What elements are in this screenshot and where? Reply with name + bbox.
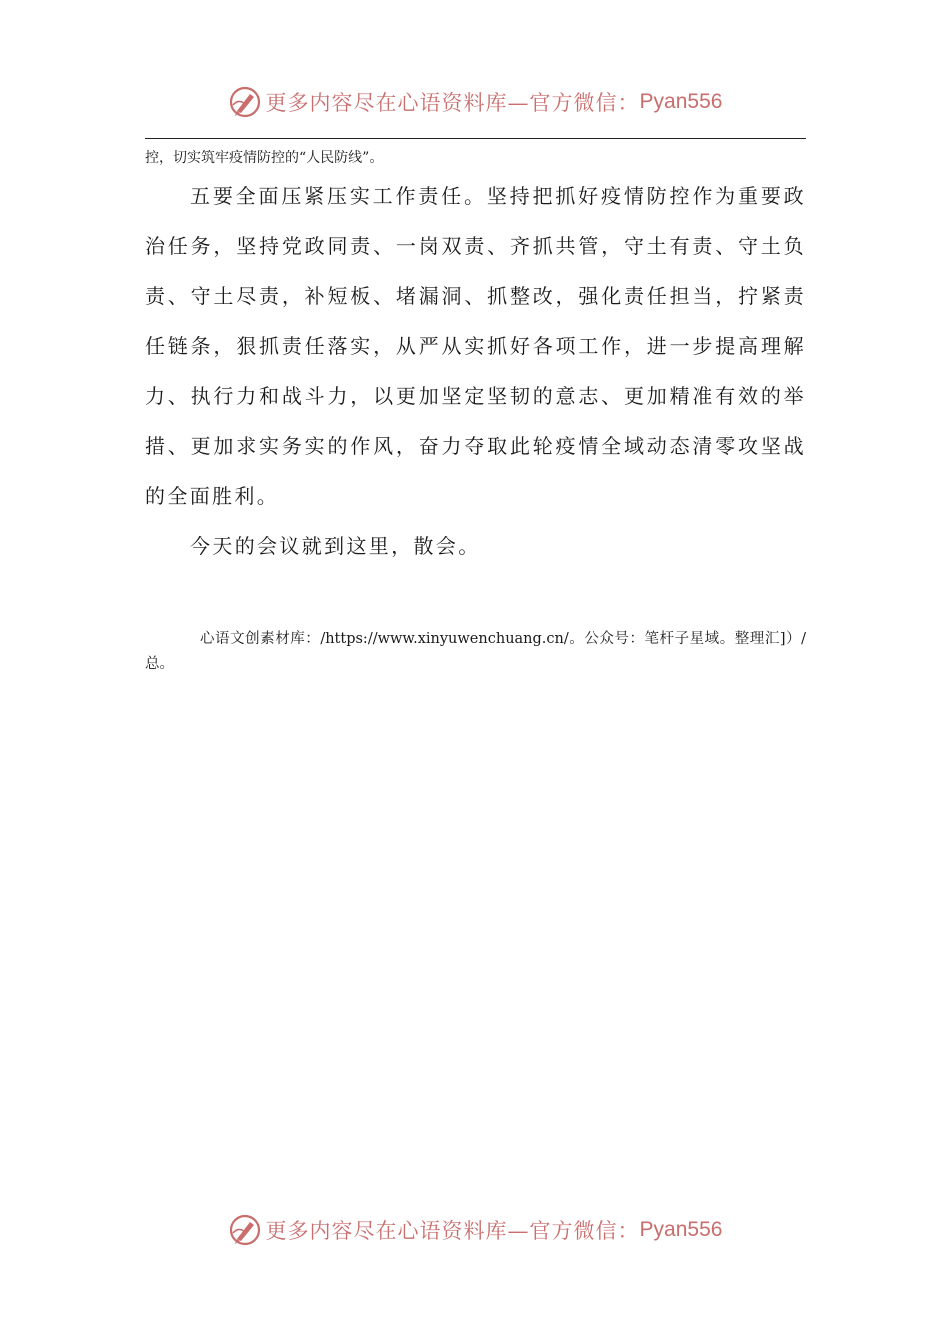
footer-banner-id: Pyan556	[639, 1218, 723, 1241]
paragraph: 今天的会议就到这里，散会。	[190, 534, 481, 558]
header-banner-text: 更多内容尽在心语资料库—官方微信：	[265, 91, 640, 115]
document-body	[145, 145, 806, 692]
header-divider	[145, 138, 806, 139]
footer-banner	[0, 1210, 950, 1250]
header-banner	[0, 82, 950, 122]
pen-logo-icon	[228, 85, 262, 119]
continuation-line: 控，切实筑牢疫情防控的“人民防线”。	[145, 150, 384, 166]
paragraph: 五要全面压紧压实工作责任。坚持把抓好疫情防控作为重要政治任务，坚持党政同责、一岗双责、齐抓共管，守土有责、守土负责、守土尽责，补短板、堵漏洞、抓整改，强化责任担当，拧紧责任链条，狠抓责任落实，从严从实抓好各项工作，进一步提高理解力、执行力和战斗力，以更加坚定坚韧的意志、更加精准有效的举措、更加求实务实的作风，奋力夺取此轮疫情全域动态清零攻坚战的全面胜利。	[145, 184, 806, 508]
pen-logo-icon	[228, 1213, 262, 1247]
footer-banner-text: 更多内容尽在心语资料库—官方微信：	[265, 1219, 640, 1243]
header-banner-id: Pyan556	[639, 90, 723, 113]
source-footnote: 心语文创素材库：/https://www.xinyuwenchuang.cn/。公众号：笔杆子星域。整理汇]）/总。	[145, 631, 806, 672]
